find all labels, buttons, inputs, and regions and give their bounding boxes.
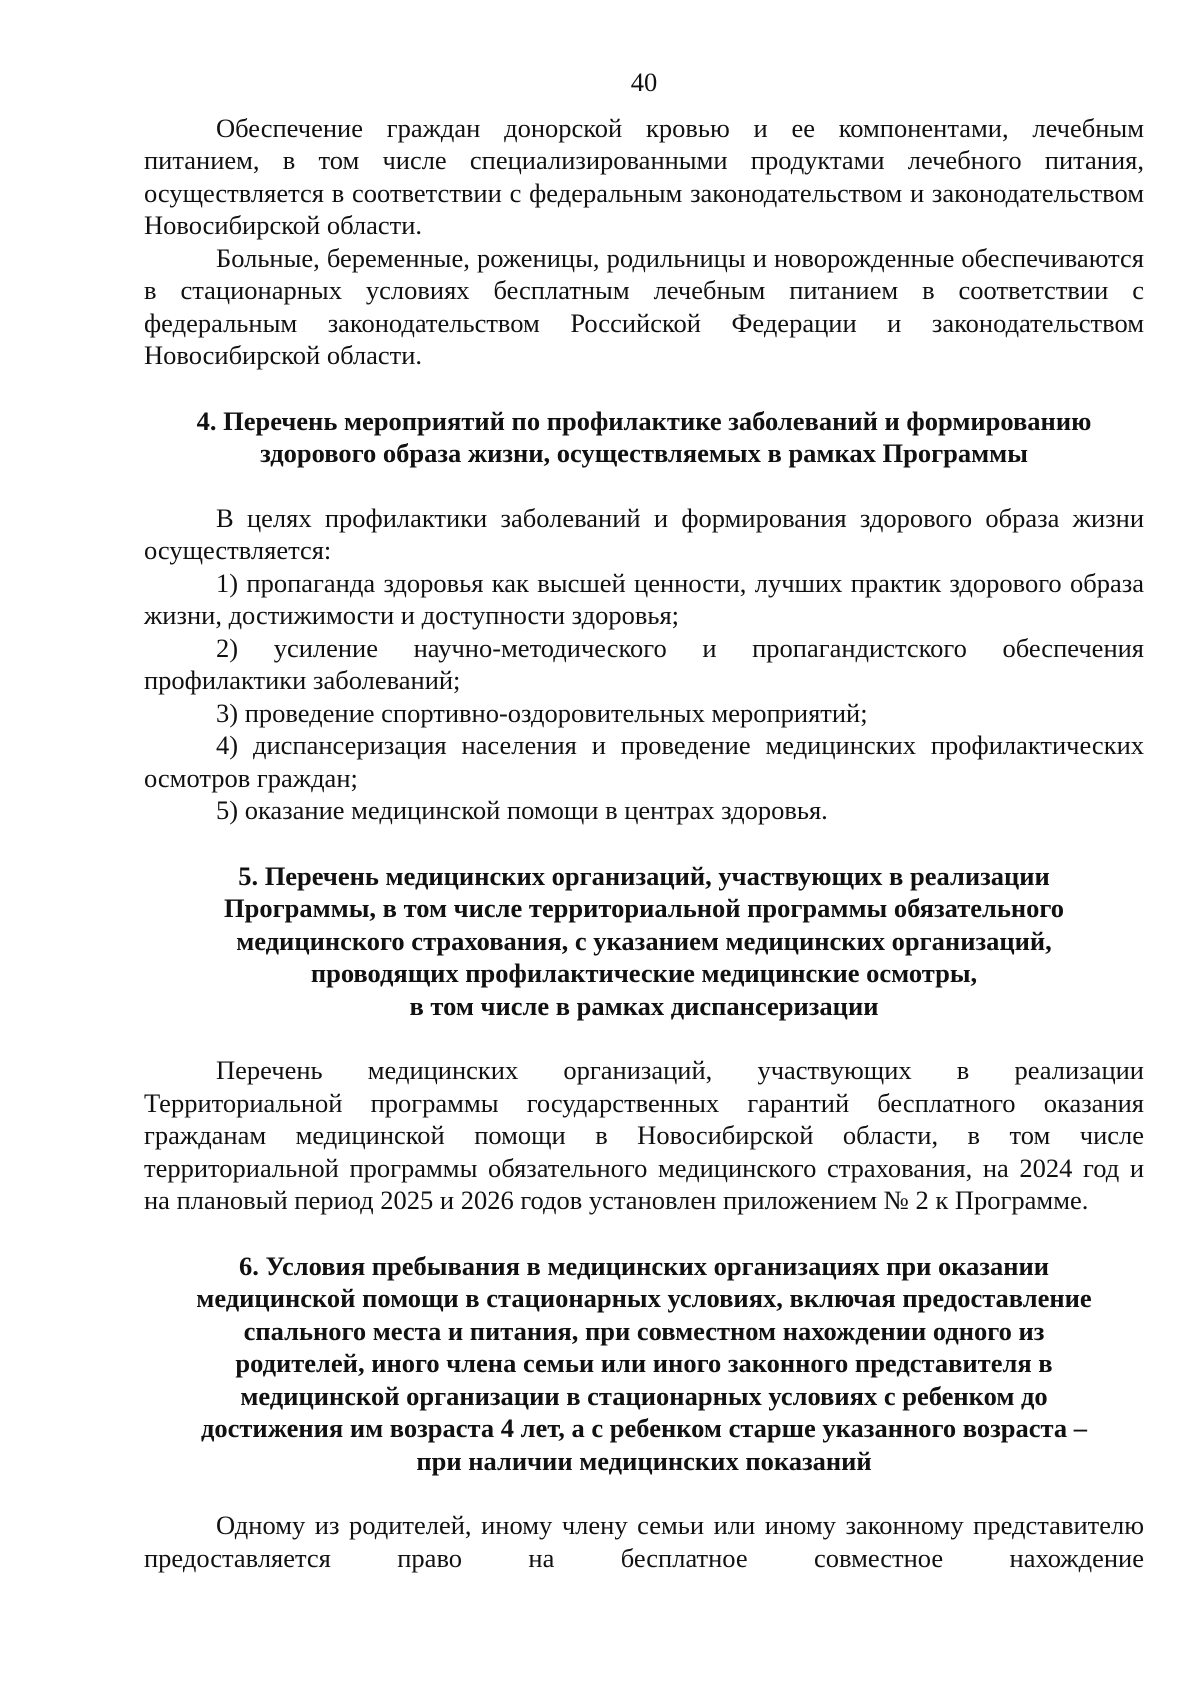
heading-line: медицинской организации в стационарных условиях с ребенком до [240, 1380, 1048, 1411]
paragraph-therapeutic-nutrition: Больные, беременные, роженицы, родильницы и новорожденные обеспечиваются в стационарных условиях бесплатным лечебным питанием в соответствии с федеральным законодательством Российской Федерации и законодательством Новосибирской области. [144, 242, 1144, 370]
heading-line: Программы, в том числе территориальной программы обязательного [223, 893, 1065, 923]
section-6-heading [144, 1250, 1144, 1478]
heading-line: при наличии медицинских показаний [416, 1445, 872, 1476]
heading-line: 5. Перечень медицинских организаций, участвующих в реализации [238, 860, 1050, 891]
heading-line: медицинского страхования, с указанием медицинских организаций, [236, 925, 1052, 956]
heading-line: родителей, иного члена семьи или иного законного представителя в [235, 1348, 1053, 1378]
heading-line: здорового образа жизни, осуществляемых в рамках Программы [260, 438, 1028, 468]
heading-line: 6. Условия пребывания в медицинских организациях при оказании [238, 1250, 1050, 1281]
section-6-paragraph: Одному из родителей, иному члену семьи или иному законному представителю предоставляется право на бесплатное совместное нахождение [144, 1510, 1144, 1573]
paragraph-donor-blood: Обеспечение граждан донорской кровью и ее компонентами, лечебным питанием, в том числе специализированными продуктами лечебного питания, осуществляется в соответствии с федеральным законодательством и законодательством Новосибирской области. [144, 112, 1144, 240]
section-5-heading [144, 860, 1144, 1023]
heading-line: 4. Перечень мероприятий по профилактике заболеваний и формированию [196, 405, 1092, 436]
list-item: 1) пропаганда здоровья как высшей ценности, лучших практик здорового образа жизни, достижимости и доступности здоровья; [144, 567, 1144, 630]
list-item: 4) диспансеризация населения и проведение медицинских профилактических осмотров граждан; [144, 730, 1144, 793]
list-item: 5) оказание медицинской помощи в центрах здоровья. [216, 795, 828, 825]
page-number: 40 [630, 67, 658, 97]
heading-line: проводящих профилактические медицинские осмотры, [310, 958, 978, 988]
heading-line: медицинской помощи в стационарных условиях, включая предоставление [196, 1283, 1092, 1313]
list-item: 3) проведение спортивно-оздоровительных мероприятий; [216, 697, 868, 728]
list-item: 2) усиление научно-методического и пропагандистского обеспечения профилактики заболеваний; [144, 632, 1144, 695]
heading-line: спального места и питания, при совместном нахождении одного из [243, 1315, 1045, 1346]
document-page [144, 66, 1144, 1574]
heading-line: в том числе в рамках диспансеризации [409, 990, 879, 1021]
section-5-paragraph: Перечень медицинских организаций, участвующих в реализации Территориальной программы государственных гарантий бесплатного оказания гражданам медицинской помощи в Новосибирской области, в том числе территориальной программы обязательного медицинского страхования, на 2024 год и на плановый период 2025 и 2026 годов установлен приложением № 2 к Программе. [144, 1055, 1144, 1215]
heading-line: достижения им возраста 4 лет, а с ребенком старше указанного возраста – [201, 1413, 1087, 1443]
section-4-intro: В целях профилактики заболеваний и формирования здорового образа жизни осуществляется: [144, 502, 1144, 565]
section-4-heading [144, 405, 1144, 470]
